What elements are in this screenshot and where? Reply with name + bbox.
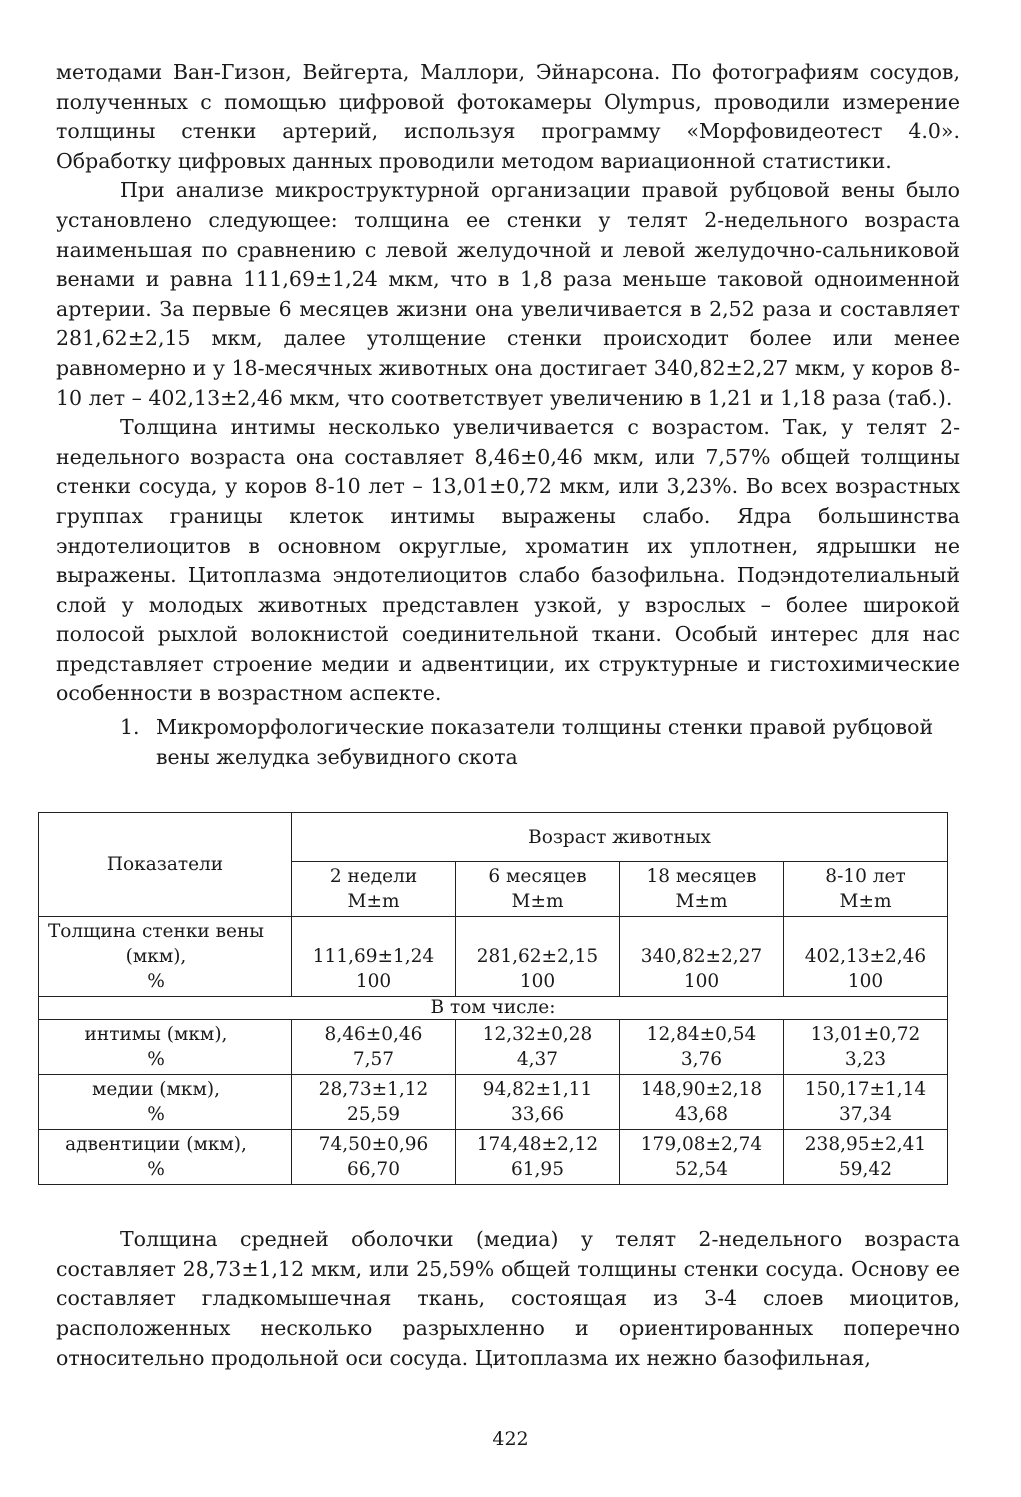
- row-label: медии (мкм), %: [39, 1075, 292, 1130]
- table-cell: 150,17±1,14 37,34: [784, 1075, 948, 1130]
- table-subheader-row: [39, 997, 948, 1020]
- vein-thickness-table: [38, 812, 948, 1185]
- table-row: [39, 1130, 948, 1185]
- row-label: интимы (мкм), %: [39, 1020, 292, 1075]
- paragraph-wall-thickness: При анализе микроструктурной организации правой рубцовой вены было установлено следующее: толщина ее стенки у телят 2-недельного возраста наименьшая по сравнению с левой желудочной и левой желудочно-сальниковой венами и равна 111,69±1,24 мкм, что в 1,8 раза меньше таковой одноименной артерии. За первые 6 месяцев жизни она увеличивается в 2,52 раза и составляет 281,62±2,15 мкм, далее утолщение стенки происходит более или менее равномерно и у 18-месячных животных она достигает 340,82±2,27 мкм, у коров 8-10 лет – 402,13±2,46 мкм, что соответствует увеличению в 1,21 и 1,18 раза (таб.).: [56, 178, 960, 410]
- table-cell: 238,95±2,41 59,42: [784, 1130, 948, 1185]
- table-cell: 13,01±0,72 3,23: [784, 1020, 948, 1075]
- paragraph-intima: Толщина интимы несколько увеличивается с возрастом. Так, у телят 2-недельного возраста она составляет 8,46±0,46 мкм, или 7,57% общей толщины стенки сосуда, у коров 8-10 лет – 13,01±0,72 мкм, или 3,23%. Во всех возрастных группах границы клеток интимы выражены слабо. Ядра большинства эндотелиоцитов в основном округлые, хроматин их уплотнен, ядрышки не выражены. Цитоплазма эндотелиоцитов слабо базофильна. Подэндотелиальный слой у молодых животных представлен узкой, у взрослых – более широкой полосой рыхлой волокнистой соединительной ткани. Особый интерес для нас представляет строение медии и адвентиции, их структурные и гистохимические особенности в возрастном аспекте.: [56, 415, 960, 706]
- age-header: 8-10 лет M±m: [784, 862, 948, 917]
- table-number: 1.: [120, 715, 140, 740]
- table-cell: 402,13±2,46 100: [784, 917, 948, 997]
- age-header: 2 недели M±m: [292, 862, 456, 917]
- paragraph-methods: методами Ван-Гизон, Вейгерта, Маллори, Эйнарсона. По фотографиям сосудов, полученных с помощью цифровой фотокамеры Olympus, проводили измерение толщины стенки артерий, используя программу «Морфовидеотест 4.0». Обработку цифровых данных проводили методом вариационной статистики.: [56, 60, 960, 173]
- table-cell: 179,08±2,74 52,54: [620, 1130, 784, 1185]
- table-row: [39, 1020, 948, 1075]
- table-cell: 174,48±2,12 61,95: [456, 1130, 620, 1185]
- row-label: Толщина стенки вены (мкм), %: [39, 917, 292, 997]
- page-number: 422: [492, 1428, 529, 1450]
- paragraph-media: Толщина средней оболочки (медиа) у телят 2-недельного возраста составляет 28,73±1,12 мкм, или 25,59% общей толщины стенки сосуда. Основу ее составляет гладкомышечная ткань, состоящая из 3-4 слоев миоцитов, расположенных несколько разрыхленно и ориентированных поперечно относительно продольной оси сосуда. Цитоплазма их нежно базофильная,: [56, 1227, 960, 1370]
- page-content: [47, 58, 960, 1373]
- table-cell: 340,82±2,27 100: [620, 917, 784, 997]
- table-caption: [120, 713, 960, 772]
- age-header: 6 месяцев M±m: [456, 862, 620, 917]
- table-cell: 94,82±1,11 33,66: [456, 1075, 620, 1130]
- row-label: адвентиции (мкм), %: [39, 1130, 292, 1185]
- indicators-header: Показатели: [39, 813, 292, 917]
- table-cell: 12,32±0,28 4,37: [456, 1020, 620, 1075]
- table-cell: 8,46±0,46 7,57: [292, 1020, 456, 1075]
- age-group-header: Возраст животных: [292, 813, 948, 862]
- including-label: В том числе:: [39, 997, 948, 1020]
- table-cell: 12,84±0,54 3,76: [620, 1020, 784, 1075]
- table-cell: 74,50±0,96 66,70: [292, 1130, 456, 1185]
- age-header: 18 месяцев M±m: [620, 862, 784, 917]
- table-cell: 281,62±2,15 100: [456, 917, 620, 997]
- table-header-row: [39, 813, 948, 862]
- table-row: [39, 917, 948, 997]
- table-cell: 111,69±1,24 100: [292, 917, 456, 997]
- table-title: Микроморфологические показатели толщины стенки правой рубцовой вены желудка зебувидного скота: [156, 715, 934, 769]
- table-cell: 148,90±2,18 43,68: [620, 1075, 784, 1130]
- table-row: [39, 1075, 948, 1130]
- table-cell: 28,73±1,12 25,59: [292, 1075, 456, 1130]
